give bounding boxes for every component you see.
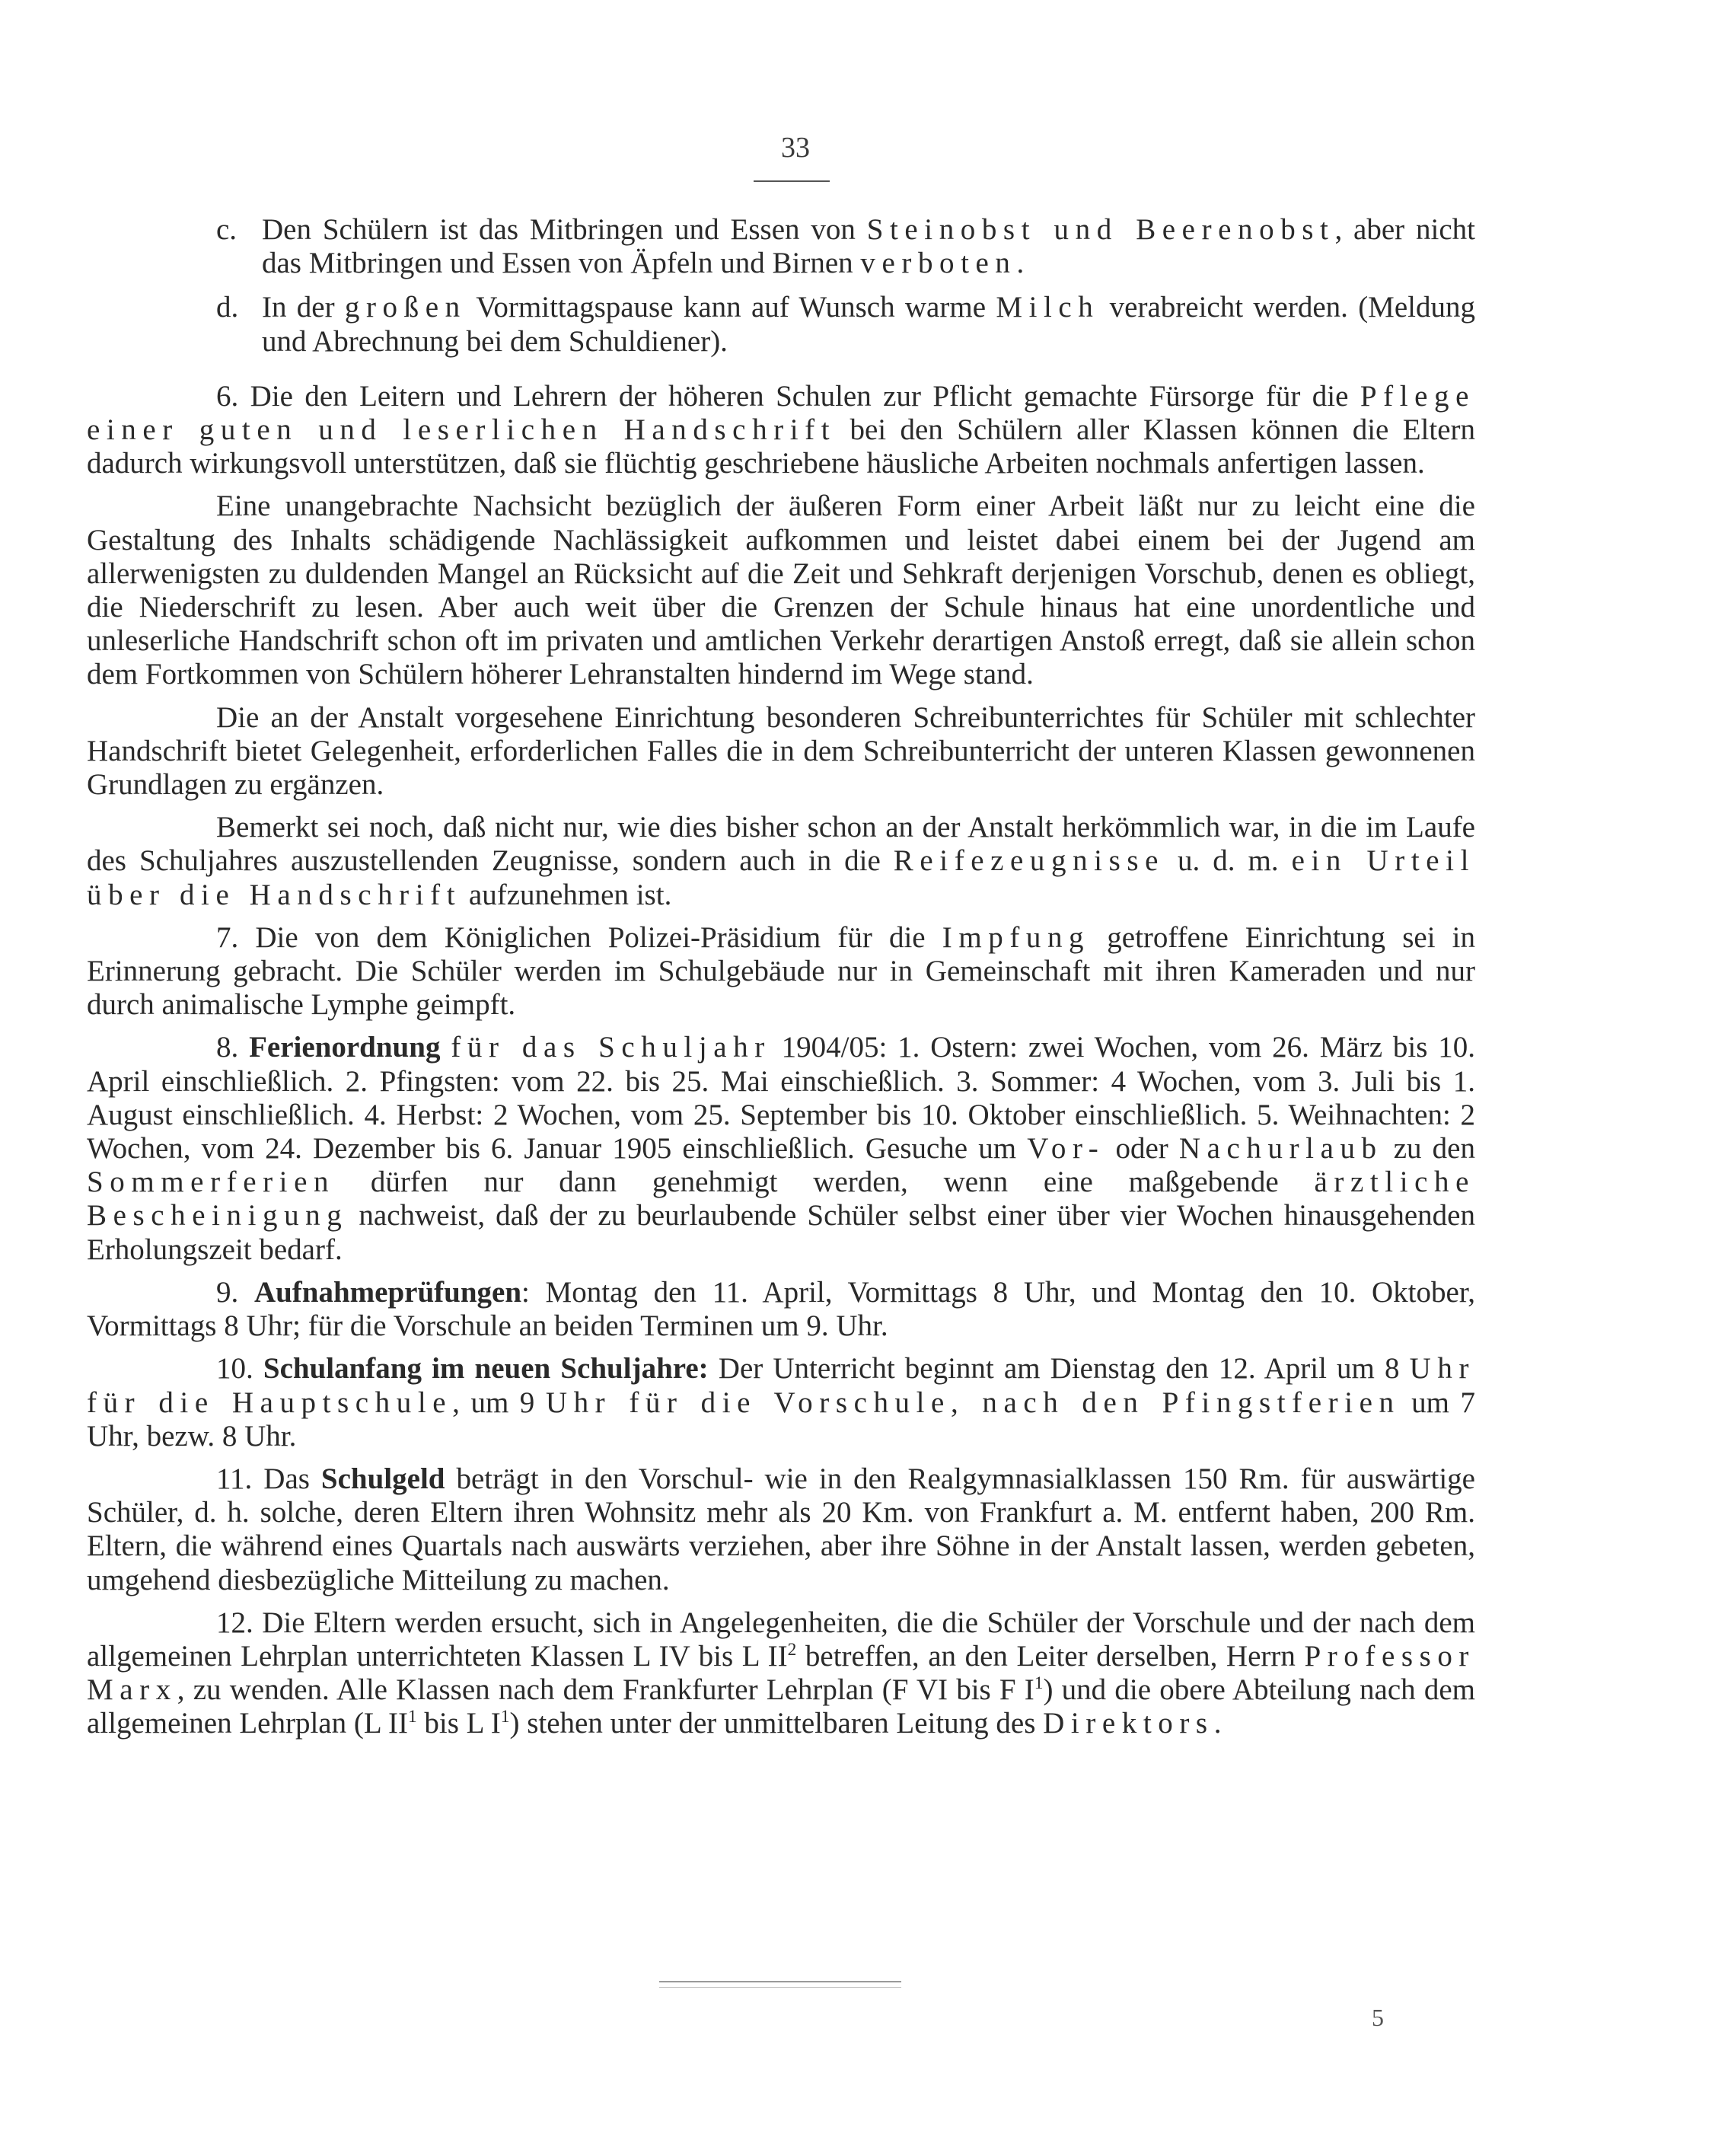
text-run: 8. [216,1031,250,1064]
text-run: aufzunehmen ist. [461,878,672,911]
text-run: , zu wenden. Alle Klassen nach dem Frankfurter Lehrplan (F VI bis F I [177,1673,1034,1707]
page-number: 33 [781,132,810,164]
text-run-bold: Schulanfang im neuen Schuljahre: [263,1352,709,1386]
list-item-d [87,291,1475,358]
text-run-spaced: Reifezeugnisse [893,844,1165,878]
paragraph-9 [87,1276,1475,1343]
text-run-spaced: Vor- [1027,1132,1105,1166]
text-run: bei den Schülern aller Klassen können die Eltern dadurch wirkungsvoll unterstützen, daß sie flüchtig geschriebene häusliche Arbeiten nochmals anfertigen lassen. [87,413,1475,480]
text-run: 9. [216,1275,254,1309]
text-run: 10. [216,1352,263,1386]
text-run: verabreicht werden. (Meldung und Abrechnung bei dem Schuldiener). [262,291,1476,358]
text-run: oder [1105,1132,1179,1166]
text-run-bold: Schulgeld [320,1462,445,1495]
footer-rule [659,1981,901,1982]
text-run-spaced: Steinobst und Beerenobst [866,213,1335,246]
text-run: u. d. m. [1165,844,1292,878]
text-run: 1904/05: 1. Ostern: zwei Wochen, vom 26. März bis 10. April einschließlich. 2. Pfingsten: vom 22. bis 25. Mai einschießlich. 3. Sommer: 4 Wochen, vom 3. Juli bis 1. August einschließlich. 4. Herbst: 2 Wochen, vom 25. September bis 10. Oktober einschließlich. 5. Weihnachten: 2 Wochen, vom 24. Dezember bis 6. Januar 1905 einschließlich. Gesuche um [87,1031,1475,1166]
text-run-bold: Ferienordnung [249,1031,441,1064]
text-run: Vormittagspause kann auf Wunsch warme [466,291,996,324]
text-run: ) stehen unter der unmittelbaren Leitung des [509,1707,1044,1740]
text-run-spaced: für das Schuljahr [451,1031,771,1064]
text-run-spaced: verboten [860,247,1017,280]
text-run-spaced: Direktors [1043,1707,1214,1740]
text-run: , um 9 [452,1386,546,1419]
superscript: 2 [787,1639,797,1660]
paragraph-10 [87,1352,1475,1453]
text-run: 6. Die den Leitern und Lehrern der höheren Schulen zur Pflicht gemachte Fürsorge für die [216,379,1360,413]
text-run: getroffene Einrichtung sei in Erinnerung gebracht. Die Schüler werden im Schulgebäude nur in Gemeinschaft mit ihren Kameraden und nur durch animalische Lymphe geimpft. [87,920,1476,1022]
text-run: 11. Das [216,1462,321,1495]
document-body [87,213,1475,1750]
text-run [440,1031,451,1064]
item-marker: c. [216,213,237,246]
text-run: ) und die obere Abteilung nach dem allgemeinen Lehrplan (L II [87,1673,1475,1740]
text-run: 7. Die von dem Königlichen Polizei-Präsidium für die [216,920,942,954]
text-run: zu den [1382,1132,1475,1166]
text-run: Der Unterricht beginnt am Dienstag den 12. April um 8 [708,1352,1410,1386]
paragraph-6b: Eine unangebrachte Nachsicht bezüglich der äußeren Form einer Arbeit läßt nur zu leicht eine die Gestaltung des Inhalts schädigende Nachlässigkeit aufkommen und leistet dabei einem bei der Jugend am allerwenigsten zu duldenden Mangel an Rücksicht auf die Zeit und Sehkraft derjenigen Vorschub, denen es obliegt, die Niederschrift zu lesen. Aber auch weit über die Grenzen der Schule hinaus hat eine unordentliche und unleserliche Handschrift schon oft im privaten und amtlichen Verkehr derartigen Anstoß erregt, daß sie allein schon dem Fortkommen von Schülern höherer Lehranstalten hindernd im Wege stand. [87,490,1475,691]
text-run-spaced: Impfung [942,920,1091,954]
paragraph-11 [87,1462,1475,1597]
text-run: . [1016,247,1025,280]
text-run: beträgt in den Vorschul- wie in den Realgymnasialklassen 150 Rm. für auswärtige Schüler, d. h. solche, deren Eltern ihren Wohnsitz mehr als 20 Km. von Frankfurt a. M. entfernt haben, 200 Rm. Eltern, die während eines Quartals nach auswärts verziehen, aber ihre Söhne in der Anstalt lassen, werden gebeten, umgehend diesbezügliche Mitteilung zu machen. [87,1462,1475,1596]
superscript: 1 [407,1707,417,1727]
text-run: 12. Die Eltern werden ersucht, sich in Angelegenheiten, die die Schüler der Vorschule und der nach dem allgemeinen Lehrplan unterrichteten Klassen L IV bis L II [87,1606,1475,1673]
text-run: um 7 Uhr, bezw. 8 Uhr. [87,1386,1475,1453]
text-run: bis L I [416,1707,501,1740]
page-number-rule [754,180,830,182]
sheet-signature: 5 [1372,2004,1384,2031]
footer-rule-thin [659,1987,901,1988]
item-text [262,213,1475,280]
text-run-spaced: Professor Marx [87,1639,1475,1707]
text-run-bold: Aufnahmeprüfungen [253,1275,522,1309]
paragraph-12 [87,1606,1475,1741]
text-run-spaced: Sommerferien [87,1166,336,1199]
superscript: 1 [1034,1673,1044,1694]
text-run: In der [262,291,345,324]
paragraph-6d [87,811,1475,912]
paragraph-8 [87,1031,1475,1266]
text-run: : Montag den 11. April, Vormittags 8 Uhr, und Montag den 10. Oktober, Vormittags 8 Uhr; für die Vorschule an beiden Terminen um 9. Uhr. [87,1275,1476,1343]
list-item-c [87,213,1475,280]
text-run-spaced: Uhr für die Vorschule, nach den Pfingstferien [545,1386,1401,1419]
text-run-spaced: ein Urteil über die Handschrift [87,844,1475,911]
item-marker: d. [216,291,239,324]
text-run: dürfen nur dann genehmigt werden, wenn eine maßgebende [335,1166,1315,1199]
paragraph-6 [87,380,1475,481]
text-run-spaced: Nachurlaub [1178,1132,1383,1166]
text-run-spaced: Uhr für die Hauptschule [87,1352,1476,1419]
paragraph-6c: Die an der Anstalt vorgesehene Einrichtung besonderen Schreibunterrichtes für Schüler mit schlechter Handschrift bietet Gelegenheit, erforderlichen Falles die in dem Schreibunterricht der unteren Klassen gewonnenen Grundlagen zu ergänzen. [87,700,1475,802]
text-run: Den Schülern ist das Mitbringen und Essen von [262,213,867,246]
text-run: , aber nicht das Mitbringen und Essen von Äpfeln und Birnen [262,213,1475,280]
text-run-spaced: Milch [996,291,1100,324]
superscript: 1 [500,1707,510,1727]
text-run-spaced: großen [344,291,467,324]
text-run-spaced: Pflege einer guten und leserlichen Handschrift [87,379,1475,447]
paragraph-7 [87,921,1475,1022]
text-run: Bemerkt sei noch, daß nicht nur, wie dies bisher schon an der Anstalt herkömmlich war, in die im Laufe des Schuljahres auszustellenden Zeugnisse, sondern auch in die [87,811,1475,878]
text-run-spaced: ärztliche Bescheinigung [87,1166,1475,1233]
text-run: nachweist, daß der zu beurlaubende Schüler selbst einer über vier Wochen hinausgehenden Erholungszeit bedarf. [87,1199,1475,1266]
item-text [262,291,1475,358]
text-run: betreffen, an den Leiter derselben, Herrn [796,1639,1305,1673]
text-run: . [1213,1707,1222,1740]
